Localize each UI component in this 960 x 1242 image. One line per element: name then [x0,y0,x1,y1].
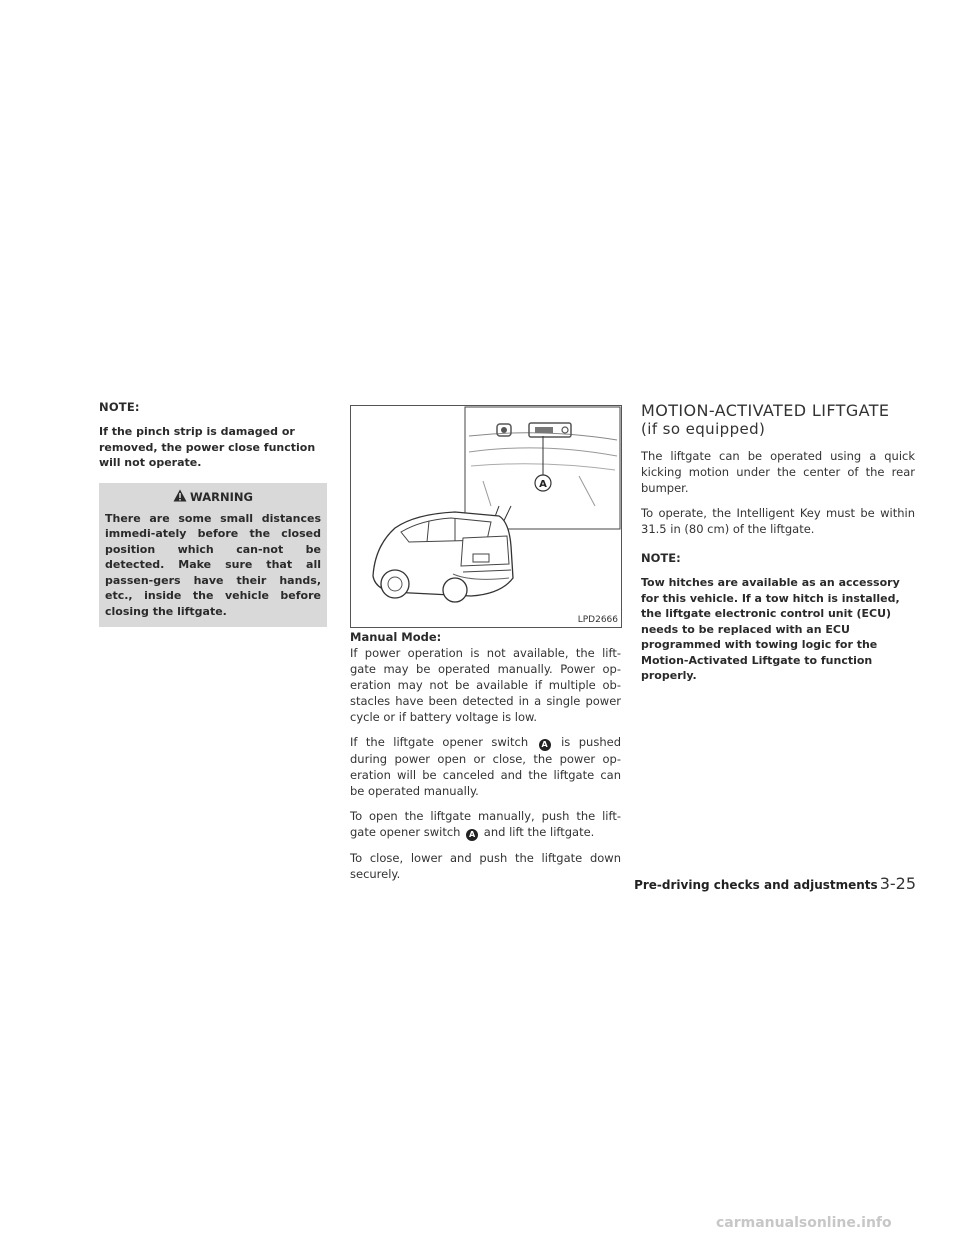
motion-paragraph-1: The liftgate can be operated using a quick kicking motion under the center of the rear bumper. [641,449,915,495]
note-text: If the pinch strip is damaged or removed, the power close function will not operate. [99,425,316,469]
manual-mode-paragraph-2 [350,734,621,799]
tow-hitch-note: Tow hitches are available as an accessory for this vehicle. If a tow hitch is installed, the liftgate electronic control unit (ECU) needs to be replaced with an ECU programmed with towing logic for the Motion-Activated Liftgate to function properly. [641,576,900,682]
warning-text: There are some small distances immedi-ately before the closed position which can-not be detected. Make sure that all passen-gers have their hands, etc., inside the vehicle before closing the liftgate. [105,511,321,618]
right-column [641,401,915,684]
warning-title [105,489,321,505]
p3-text-before: To open the liftgate manually, push the lift-gate opener switch [350,809,621,839]
liftgate-illustration [350,405,622,628]
manual-mode-paragraph-1: If power operation is not available, the lift-gate may be operated manually. Power op-eration may not be available if multiple ob-stacles have been detected in a single power cycle or if battery voltage is low. [350,646,621,724]
motion-paragraph-2: To operate, the Intelligent Key must be within 31.5 in (80 cm) of the liftgate. [641,506,915,536]
figure-code: LPD2666 [577,615,618,625]
manual-mode-heading: Manual Mode: [350,630,442,644]
illustration-callout-a: A [539,479,547,490]
section-title [641,401,915,439]
section-title-main: MOTION-ACTIVATED LIFTGATE [641,401,890,420]
callout-a-icon: A [539,739,551,751]
watermark: carmanualsonline.info [716,1215,892,1231]
manual-mode-paragraph-4: To close, lower and push the liftgate down securely. [350,851,621,881]
p2-text-before: If the liftgate opener switch [350,735,529,749]
middle-column [350,405,621,891]
note-heading: NOTE: [99,400,140,414]
callout-a-icon: A [466,829,478,841]
footer-section-title: Pre-driving checks and adjustments [634,878,878,892]
note-heading-2: NOTE: [641,551,681,565]
page-number: 3-25 [879,874,916,893]
warning-triangle-icon [173,489,187,505]
manual-mode-paragraph-3 [350,808,621,841]
section-title-subtitle: (if so equipped) [641,420,766,438]
warning-box [99,483,327,628]
page-footer [620,874,916,893]
warning-title-text: WARNING [190,489,253,504]
p2-text-after: is pushed during power open or close, the power op-eration will be canceled and the liftgate can be operated manually. [350,735,622,798]
vehicle-liftgate-drawing [351,406,621,627]
p3-text-after: and lift the liftgate. [483,825,595,839]
left-column [99,400,327,627]
